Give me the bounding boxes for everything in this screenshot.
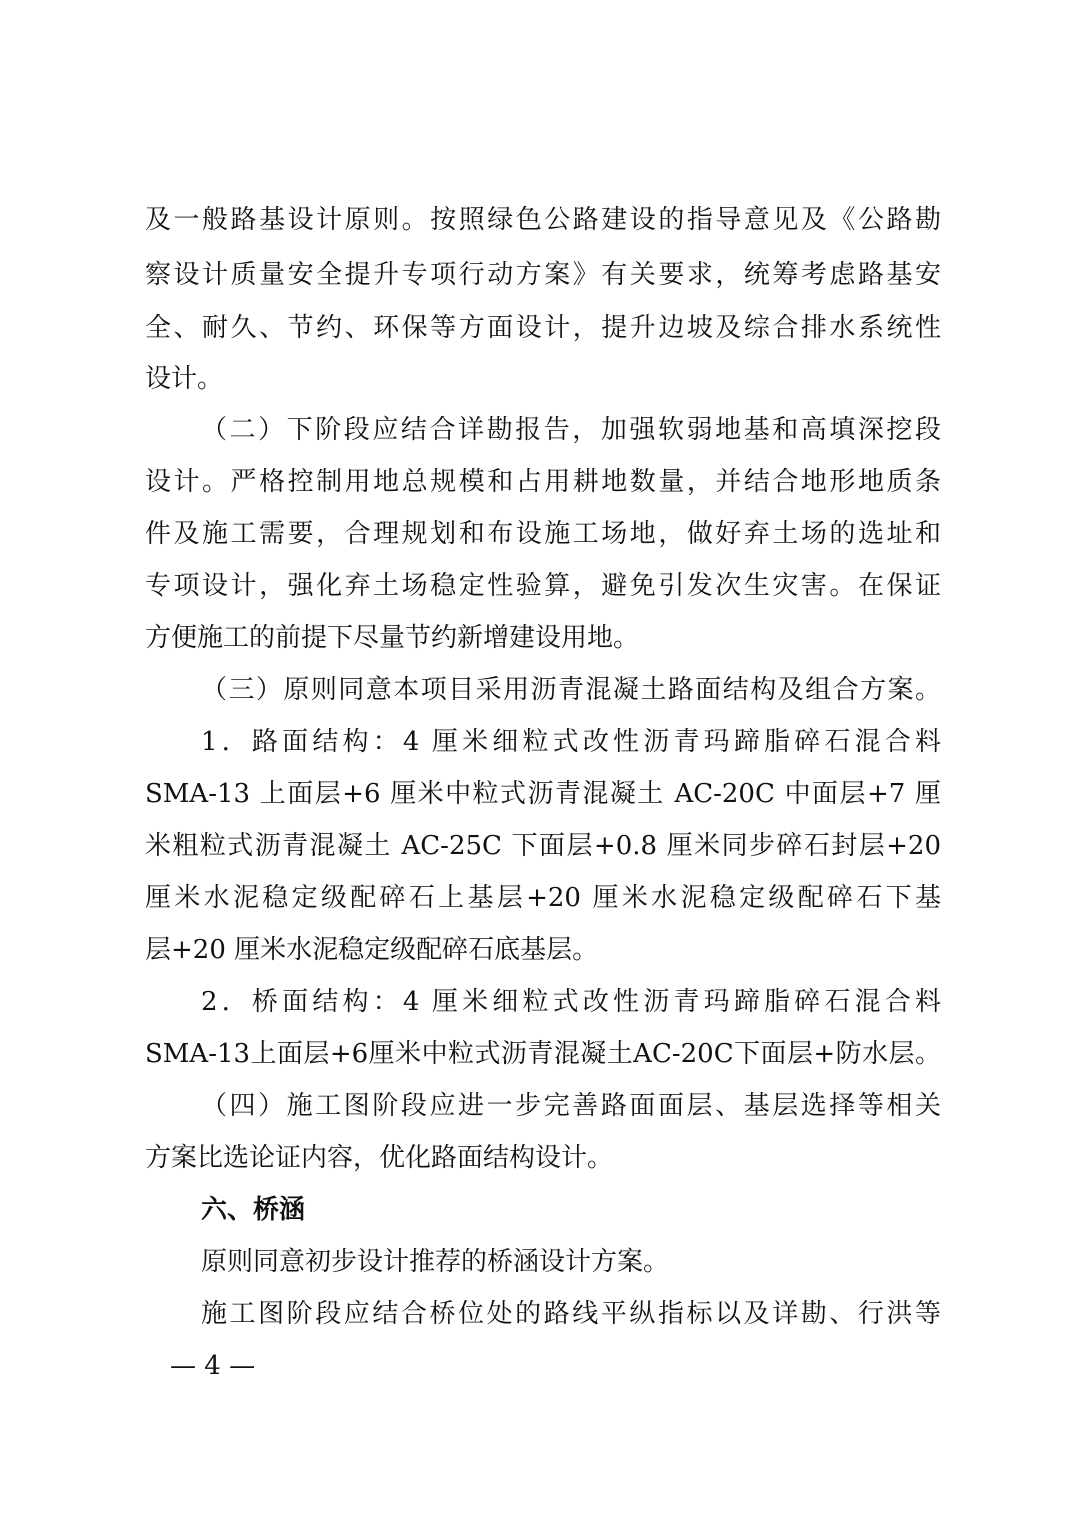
paragraph-line: 设计。严格控制用地总规模和占用耕地数量，并结合地形地质条 — [145, 467, 941, 497]
section-heading: 六、桥涵 — [201, 1195, 306, 1225]
paragraph-line: 米粗粒式沥青混凝土 AC-25C 下面层+0.8 厘米同步碎石封层+20 — [145, 831, 941, 861]
paragraph-line: 原则同意初步设计推荐的桥涵设计方案。 — [201, 1247, 670, 1277]
paragraph-line: 察设计质量安全提升专项行动方案》有关要求，统筹考虑路基安 — [145, 260, 941, 290]
paragraph-line: （三）原则同意本项目采用沥青混凝土路面结构及组合方案。 — [201, 675, 941, 705]
paragraph-line: SMA-13 上面层+6 厘米中粒式沥青混凝土 AC-20C 中面层+7 厘 — [145, 779, 941, 809]
paragraph-line: 厘米水泥稳定级配碎石上基层+20 厘米水泥稳定级配碎石下基 — [145, 883, 941, 913]
paragraph-line: 全、耐久、节约、环保等方面设计，提升边坡及综合排水系统性 — [145, 313, 941, 343]
page-number: — 4 — — [170, 1351, 256, 1381]
paragraph-line: 2．桥面结构：4 厘米细粒式改性沥青玛蹄脂碎石混合料 — [201, 987, 941, 1017]
paragraph-line: 设计。 — [145, 364, 224, 394]
paragraph-line: （四）施工图阶段应进一步完善路面面层、基层选择等相关 — [201, 1091, 941, 1121]
paragraph-line: SMA-13上面层+6厘米中粒式沥青混凝土AC-20C下面层+防水层。 — [145, 1039, 941, 1069]
paragraph-line: 层+20 厘米水泥稳定级配碎石底基层。 — [145, 935, 599, 965]
paragraph-line: 专项设计，强化弃土场稳定性验算，避免引发次生灾害。在保证 — [145, 571, 941, 601]
paragraph-line: 施工图阶段应结合桥位处的路线平纵指标以及详勘、行洪等 — [201, 1299, 941, 1329]
paragraph-line: 1．路面结构：4 厘米细粒式改性沥青玛蹄脂碎石混合料 — [201, 727, 941, 757]
paragraph-line: （二）下阶段应结合详勘报告，加强软弱地基和高填深挖段 — [201, 415, 941, 445]
paragraph-line: 件及施工需要，合理规划和布设施工场地，做好弃土场的选址和 — [145, 519, 941, 549]
paragraph-line: 方案比选论证内容，优化路面结构设计。 — [145, 1143, 614, 1173]
paragraph-line: 及一般路基设计原则。按照绿色公路建设的指导意见及《公路勘 — [145, 205, 941, 235]
paragraph-line: 方便施工的前提下尽量节约新增建设用地。 — [145, 623, 640, 653]
